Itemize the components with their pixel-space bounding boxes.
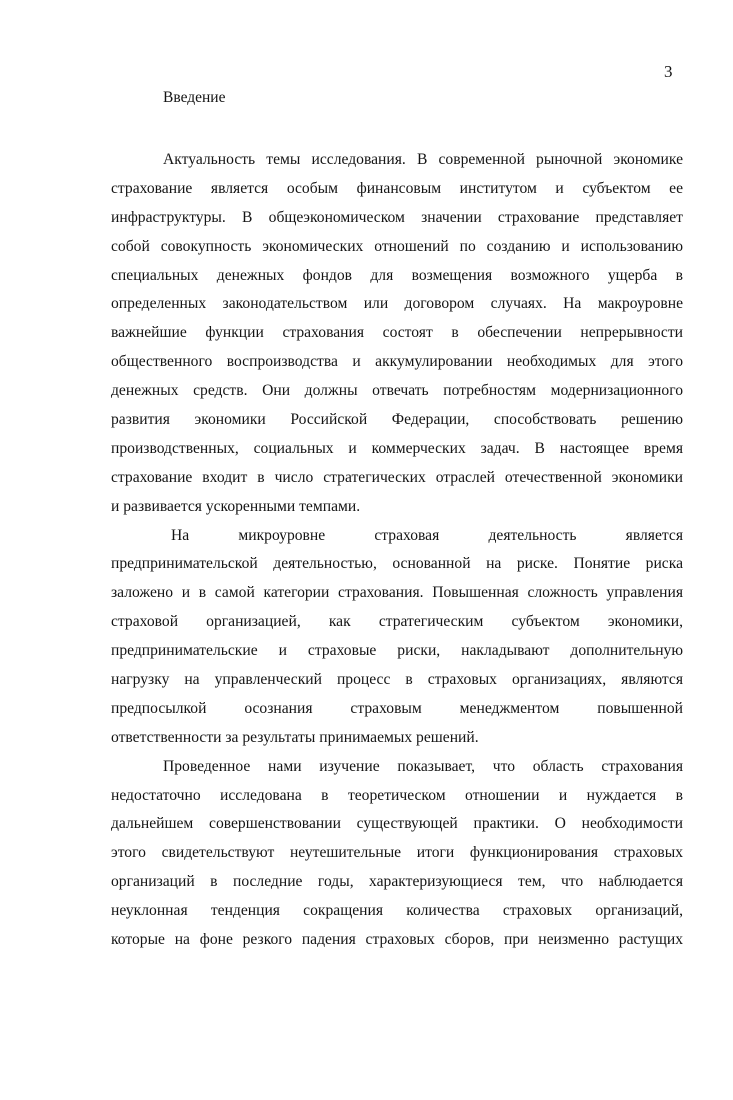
paragraph-micro-level <box>111 522 683 753</box>
text-line: общественного воспроизводства и аккумулировании необходимых для этого <box>111 353 683 371</box>
text-line: дальнейшем совершенствовании существующей практики. О необходимости <box>111 815 683 833</box>
text-line: и развивается ускоренными темпами. <box>111 497 361 515</box>
text-line: развития экономики Российской Федерации, способствовать решению <box>111 411 683 429</box>
text-line: определенных законодательством или договором случаях. На макроуровне <box>111 295 683 313</box>
text-line: производственных, социальных и коммерческих задач. В настоящее время <box>111 439 683 457</box>
text-line: неуклонная тенденция сокращения количества страховых организаций, <box>111 902 683 920</box>
text-line: заложено и в самой категории страхования. Повышенная сложность управления <box>111 584 683 602</box>
text-line: страховой организацией, как стратегическим субъектом экономики, <box>111 613 683 631</box>
text-line: специальных денежных фондов для возмещения возможного ущерба в <box>111 266 683 284</box>
document-body <box>111 146 683 955</box>
text-line: важнейшие функции страхования состоят в обеспечении непрерывности <box>111 324 683 342</box>
text-line: которые на фоне резкого падения страховых сборов, при неизменно растущих <box>111 931 683 949</box>
text-line: страхование входит в число стратегических отраслей отечественной экономики <box>111 468 683 486</box>
text-line: этого свидетельствуют неутешительные итоги функционирования страховых <box>111 844 683 862</box>
text-line: недостаточно исследована в теоретическом отношении и нуждается в <box>111 786 683 804</box>
page-number: 3 <box>664 62 673 81</box>
text-line: ответственности за результаты принимаемых решений. <box>111 728 479 746</box>
section-heading: Введение <box>163 89 226 106</box>
text-line: На микроуровне страховая деятельность является <box>171 526 683 544</box>
text-line: денежных средств. Они должны отвечать потребностям модернизационного <box>111 382 683 400</box>
text-line: нагрузку на управленческий процесс в страховых организациях, являются <box>111 671 683 689</box>
text-line: организаций в последние годы, характеризующиеся тем, что наблюдается <box>111 873 683 891</box>
text-line: предпосылкой осознания страховым менеджментом повышенной <box>111 699 683 717</box>
text-line: предпринимательской деятельностью, основанной на риске. Понятие риска <box>111 555 683 573</box>
text-line: страхование является особым финансовым институтом и субъектом ее <box>111 179 683 197</box>
paragraph-study <box>111 753 683 955</box>
paragraph-relevance <box>111 146 683 522</box>
text-line: Проведенное нами изучение показывает, что область страхования <box>163 757 683 775</box>
text-line: собой совокупность экономических отношений по созданию и использованию <box>111 237 683 255</box>
text-line: предпринимательские и страховые риски, накладывают дополнительную <box>111 642 683 660</box>
text-line: Актуальность темы исследования. В современной рыночной экономике <box>163 151 683 168</box>
text-line: инфраструктуры. В общеэкономическом значении страхование представляет <box>111 208 683 226</box>
